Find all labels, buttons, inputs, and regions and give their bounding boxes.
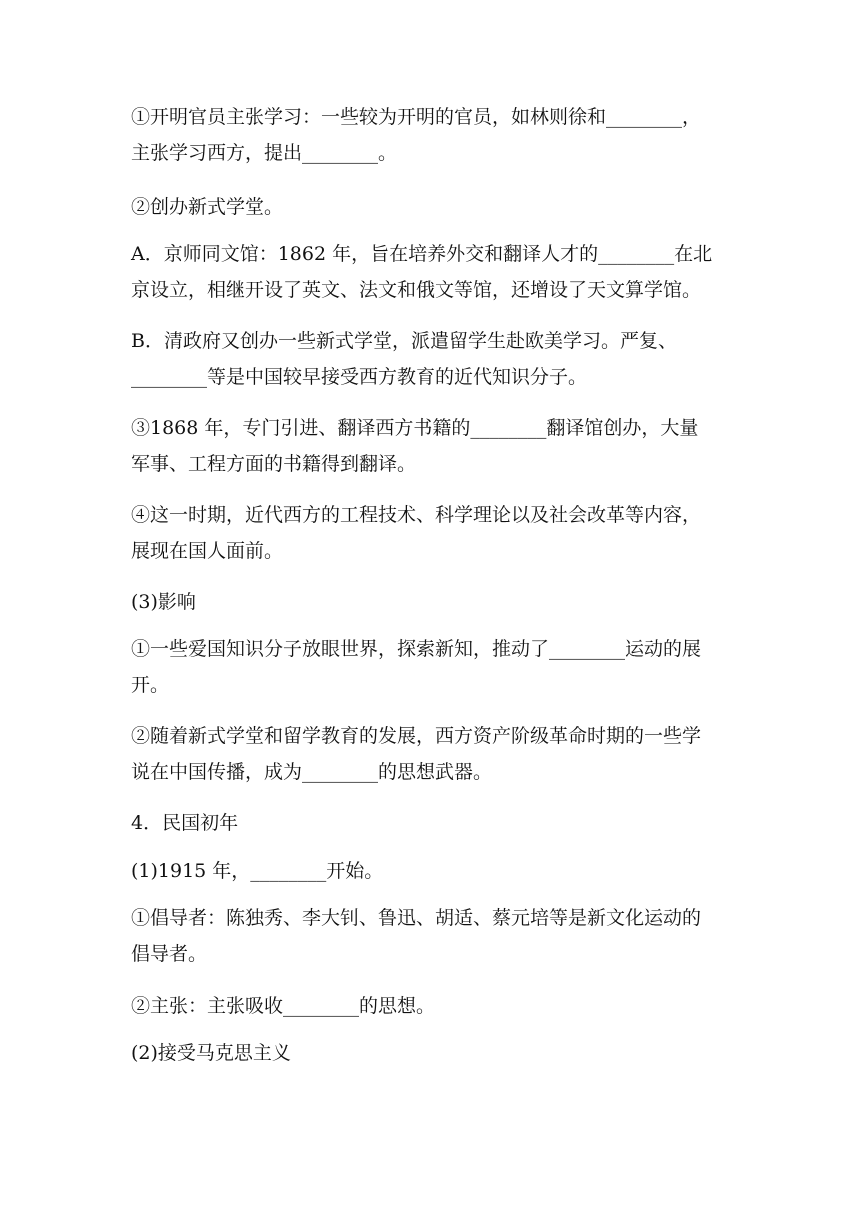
paragraph-western-knowledge [131,497,731,569]
heading-accept-marxism [131,1035,731,1071]
text-line: ②随着新式学堂和留学教育的发展，西方资产阶级革命时期的一些学 [131,725,702,747]
text-line: ________等是中国较早接受西方教育的近代知识分子。 [131,366,588,388]
text-line: (1)1915 年，________开始。 [131,860,384,882]
text-line: 倡导者。 [131,943,208,965]
text-line: (2)接受马克思主义 [131,1042,291,1064]
text-line: 开。 [131,674,170,696]
paragraph-influence-1 [131,631,731,703]
text-line: ②主张：主张吸收________的思想。 [131,995,436,1017]
text-line: B．清政府又创办一些新式学堂，派遣留学生赴欧美学习。严复、 [131,330,677,352]
paragraph-advocates [131,900,731,972]
text-line: 展现在国人面前。 [131,540,284,562]
paragraph-study-abroad [131,323,731,395]
text-line: 4．民国初年 [131,812,239,834]
text-line: ③1868 年，专门引进、翻译西方书籍的________翻译馆创办，大量 [131,417,699,439]
text-line: ①开明官员主张学习：一些较为开明的官员，如林则徐和________， [131,106,702,128]
text-line: 京设立，相继开设了英文、法文和俄文等馆，还增设了天文算学馆。 [131,279,702,301]
text-line: A．京师同文馆：1862 年，旨在培养外交和翻译人才的________在北 [131,243,713,265]
text-line: 军事、工程方面的书籍得到翻译。 [131,453,417,475]
paragraph-tongwenguan [131,236,731,308]
text-line: 主张学习西方，提出________。 [131,142,398,164]
paragraph-influence-2 [131,718,731,790]
paragraph-proposition [131,988,731,1024]
heading-early-republic [131,805,731,841]
paragraph-1915 [131,853,731,889]
paragraph-translation-bureau [131,410,731,482]
text-line: (3)影响 [131,591,196,613]
text-line: ②创办新式学堂。 [131,196,284,218]
paragraph-open-minded-officials [131,99,731,171]
heading-influence [131,584,731,620]
text-line: 说在中国传播，成为________的思想武器。 [131,761,493,783]
paragraph-new-schools [131,189,731,225]
text-line: ①倡导者：陈独秀、李大钊、鲁迅、胡适、蔡元培等是新文化运动的 [131,907,702,929]
text-line: ④这一时期，近代西方的工程技术、科学理论以及社会改革等内容， [131,504,702,526]
text-line: ①一些爱国知识分子放眼世界，探索新知，推动了________运动的展 [131,638,702,660]
